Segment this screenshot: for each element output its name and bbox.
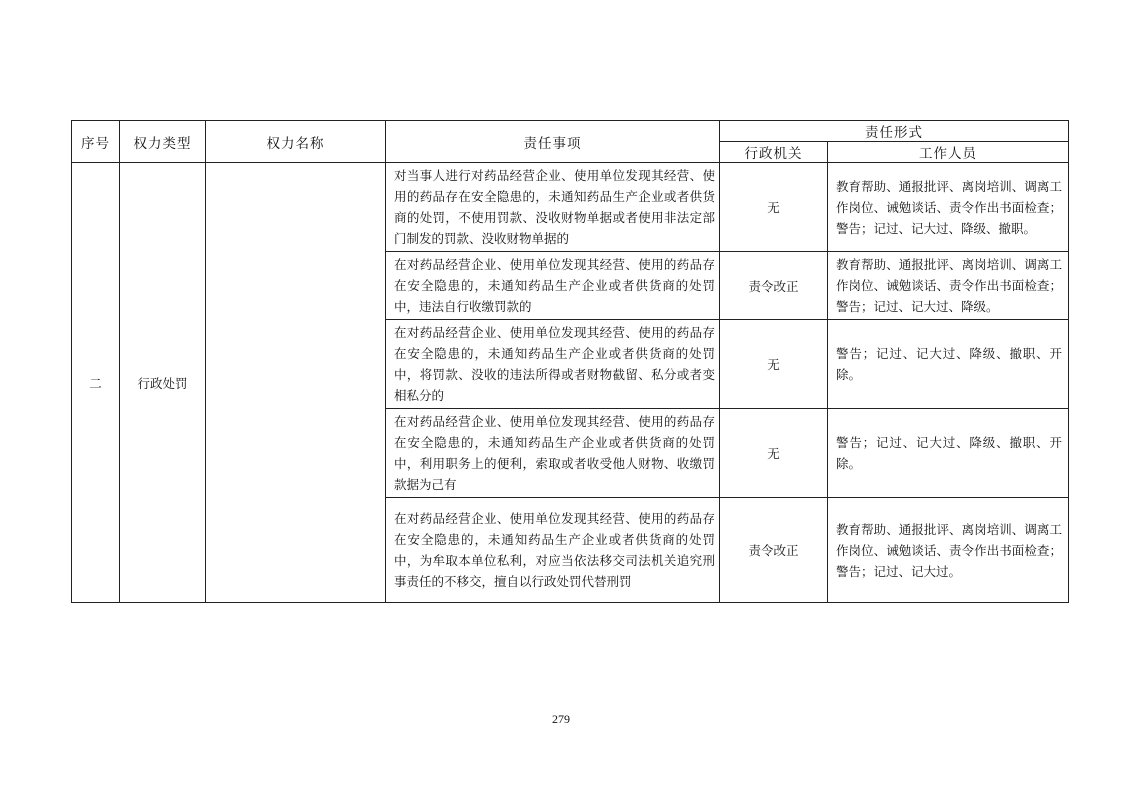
header-agency: 行政机关 xyxy=(720,142,828,163)
item-cell: 在对药品经营企业、使用单位发现其经营、使用的药品存在安全隐患的，未通知药品生产企业或者供货商的处罚中，违法自行收缴罚款的 xyxy=(386,252,720,320)
staff-cell: 教育帮助、通报批评、离岗培训、调离工作岗位、诫勉谈话、责令作出书面检查；警告；记过、记大过、降级。 xyxy=(828,252,1069,320)
page-number: 279 xyxy=(552,712,570,726)
header-power-type: 权力类型 xyxy=(120,121,206,163)
group-seq-cell: 二 xyxy=(72,163,120,603)
agency-cell: 无 xyxy=(720,163,828,252)
item-cell: 在对药品经营企业、使用单位发现其经营、使用的药品存在安全隐患的，未通知药品生产企业或者供货商的处罚中，利用职务上的便利，索取或者收受他人财物、收缴罚款据为己有 xyxy=(386,409,720,498)
item-cell: 对当事人进行对药品经营企业、使用单位发现其经营、使用的药品存在安全隐患的，未通知药品生产企业或者供货商的处罚，不使用罚款、没收财物单据或者使用非法定部门制发的罚款、没收财物单据的 xyxy=(386,163,720,252)
header-staff: 工作人员 xyxy=(828,142,1069,163)
header-power-name: 权力名称 xyxy=(206,121,386,163)
group-type-cell: 行政处罚 xyxy=(120,163,206,603)
item-cell: 在对药品经营企业、使用单位发现其经营、使用的药品存在安全隐患的，未通知药品生产企业或者供货商的处罚中，为牟取本单位私利，对应当依法移交司法机关追究刑事责任的不移交，擅自以行政处罚代替刑罚 xyxy=(386,498,720,603)
agency-cell: 责令改正 xyxy=(720,252,828,320)
agency-cell: 无 xyxy=(720,320,828,409)
table-row xyxy=(72,163,1069,252)
header-row-1 xyxy=(72,121,1069,142)
agency-cell: 无 xyxy=(720,409,828,498)
header-responsibility-form: 责任形式 xyxy=(720,121,1069,142)
staff-cell: 警告；记过、记大过、降级、撤职、开除。 xyxy=(828,409,1069,498)
item-cell: 在对药品经营企业、使用单位发现其经营、使用的药品存在安全隐患的，未通知药品生产企业或者供货商的处罚中，将罚款、没收的违法所得或者财物截留、私分或者变相私分的 xyxy=(386,320,720,409)
responsibility-table xyxy=(71,120,1069,603)
header-responsibility-item: 责任事项 xyxy=(386,121,720,163)
group-name-cell xyxy=(206,163,386,603)
staff-cell: 警告；记过、记大过、降级、撤职、开除。 xyxy=(828,320,1069,409)
staff-cell: 教育帮助、通报批评、离岗培训、调离工作岗位、诫勉谈话、责令作出书面检查；警告；记过、记大过。 xyxy=(828,498,1069,603)
agency-cell: 责令改正 xyxy=(720,498,828,603)
staff-cell: 教育帮助、通报批评、离岗培训、调离工作岗位、诫勉谈话、责令作出书面检查；警告；记过、记大过、降级、撤职。 xyxy=(828,163,1069,252)
header-seq: 序号 xyxy=(72,121,120,163)
